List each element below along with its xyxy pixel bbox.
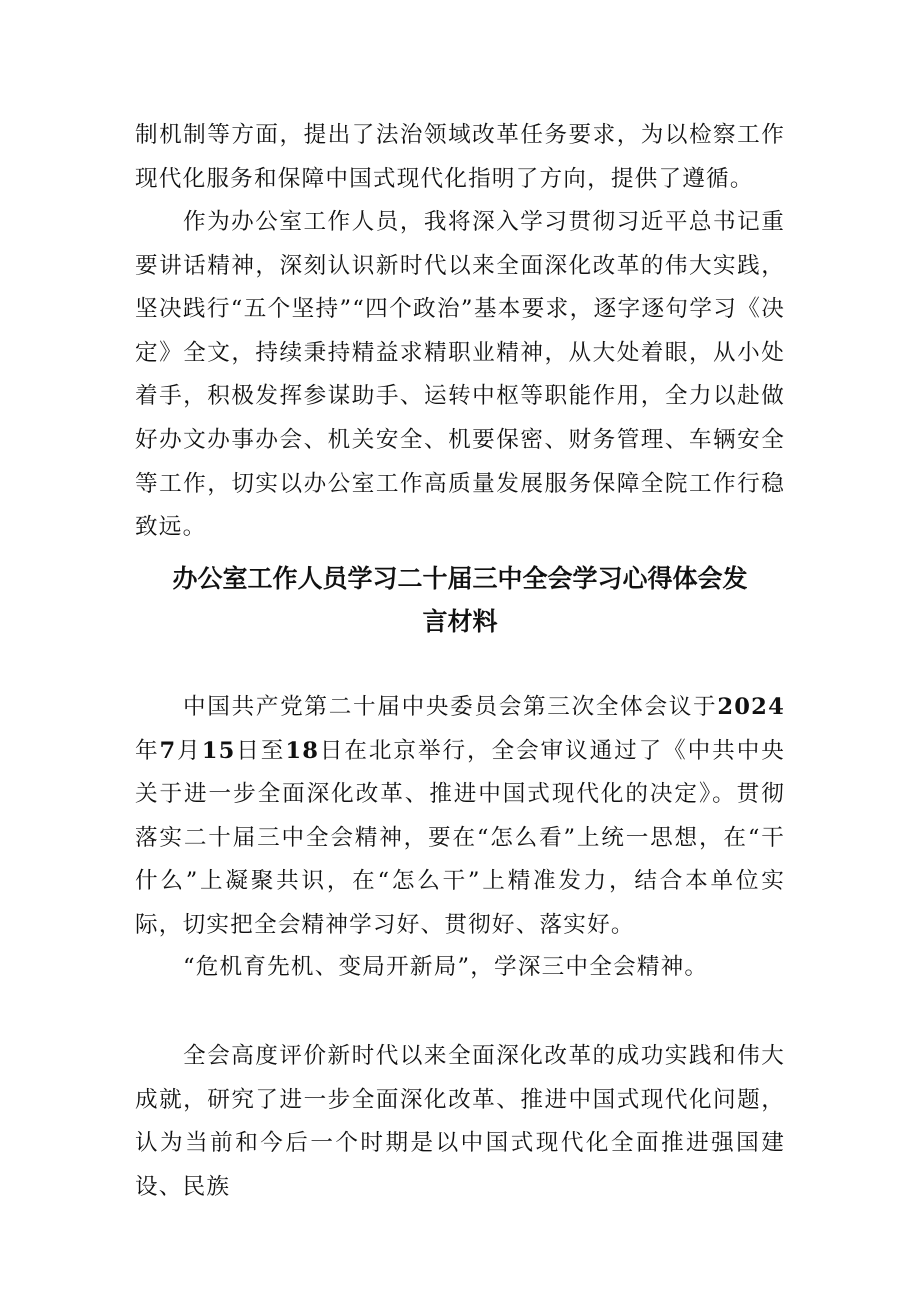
- paragraph-3-text-1: 中国共产党第二十届中央委员会第三次全体会议于: [183, 694, 718, 720]
- paragraph-3-text-4: 日至: [235, 737, 286, 764]
- meeting-year: 2024: [717, 694, 785, 720]
- meeting-end-day: 18: [285, 737, 320, 764]
- meeting-month: 7: [159, 737, 177, 764]
- paragraph-5: 全会高度评价新时代以来全面深化改革的成功实践和伟大成就，研究了进一步全面深化改革、推进中国式现代化问题，认为当前和今后一个时期是以中国式现代化全面推进强国建设、民族: [135, 1043, 785, 1200]
- article-title: [120, 557, 800, 643]
- paragraph-1: 制机制等方面，提出了法治领域改革任务要求，为以检察工作现代化服务和保障中国式现代化指明了方向，提供了遵循。: [135, 122, 785, 192]
- paragraph-4-subheading: “危机育先机、变局开新局”，学深三中全会精神。: [183, 954, 709, 980]
- meeting-start-day: 15: [201, 737, 236, 764]
- paragraph-3: [135, 686, 785, 948]
- paragraph-3-text-2: 年: [135, 737, 160, 764]
- article-title-line-1: 办公室工作人员学习二十届三中全会学习心得体会发: [172, 564, 748, 593]
- paragraph-3-text-5: 日在北京举行，全会审议通过了《中共中央关于进一步全面深化改革、推进中国式现代化的决定》。贯彻落实二十届三中全会精神，要在“怎么看”上统一思想，在“干什么”上凝聚共识，在“怎么干”上精准发力，结合本单位实际，切实把全会精神学习好、贯彻好、落实好。: [135, 737, 786, 938]
- article-title-line-2: 言材料: [422, 607, 498, 636]
- paragraph-3-text-3: 月: [176, 737, 202, 764]
- paragraph-2: 作为办公室工作人员，我将深入学习贯彻习近平总书记重要讲话精神，深刻认识新时代以来全面深化改革的伟大实践，坚决践行“五个坚持”“四个政治”基本要求，逐字逐句学习《决定》全文，持续秉持精益求精职业精神，从大处着眼，从小处着手，积极发挥参谋助手、运转中枢等职能作用，全力以赴做好办文办事办会、机关安全、机要保密、财务管理、车辆安全等工作，切实以办公室工作高质量发展服务保障全院工作行稳致远。: [135, 209, 785, 541]
